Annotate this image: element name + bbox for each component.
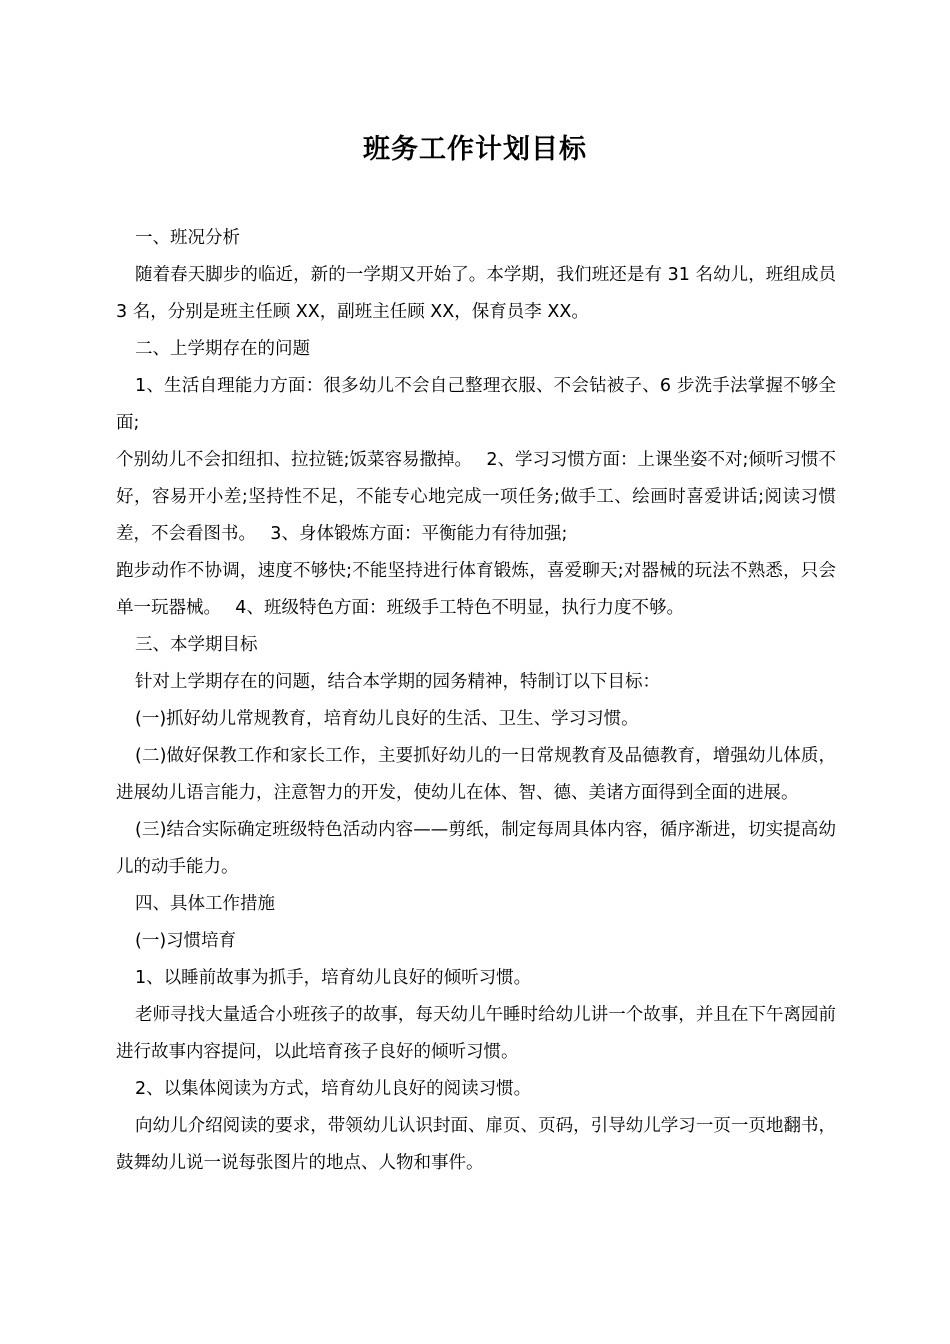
paragraph-measure-2-title: 2、以集体阅读为方式，培育幼儿良好的阅读习惯。 <box>135 1079 532 1099</box>
paragraph-measure-2-detail: 向幼儿介绍阅读的要求，带领幼儿认识封面、扉页、页码，引导幼儿学习一页一页地翻书，鼓舞幼儿说一说每张图片的地点、人物和事件。 <box>116 1116 836 1173</box>
section-heading-work-measures: 四、具体工作措施 <box>135 894 275 914</box>
paragraph-measure-1-detail: 老师寻找大量适合小班孩子的故事，每天幼儿午睡时给幼儿讲一个故事，并且在下午离园前进行故事内容提问，以此培育孩子良好的倾听习惯。 <box>116 1005 836 1062</box>
paragraph-measure-1-title: 1、以睡前故事为抓手，培育幼儿良好的倾听习惯。 <box>135 968 532 988</box>
paragraph-self-care-ability: 1、生活自理能力方面：很多幼儿不会自己整理衣服、不会钻被子、6 步洗手法掌握不够全面; <box>116 376 836 433</box>
paragraph-physical-exercise: 跑步动作不协调，速度不够快;不能坚持进行体育锻炼，喜爱聊天;对器械的玩法不熟悉，只会单一玩器械。 4、班级特色方面：班级手工特色不明显，执行力度不够。 <box>116 561 836 618</box>
document-title: 班务工作计划目标 <box>363 134 587 165</box>
paragraph-goal-3: (三)结合实际确定班级特色活动内容——剪纸，制定每周具体内容，循序渐进，切实提高幼儿的动手能力。 <box>116 820 836 877</box>
document-body <box>116 220 836 1182</box>
subheading-habit-cultivation: (一)习惯培育 <box>135 931 237 951</box>
section-heading-previous-problems: 二、上学期存在的问题 <box>135 339 310 359</box>
section-heading-class-analysis: 一、班况分析 <box>135 228 240 248</box>
paragraph-goals-intro: 针对上学期存在的问题，结合本学期的园务精神，特制订以下目标： <box>135 672 660 692</box>
section-heading-semester-goals: 三、本学期目标 <box>135 635 258 655</box>
paragraph-goal-1: (一)抓好幼儿常规教育，培育幼儿良好的生活、卫生、学习习惯。 <box>135 709 639 729</box>
paragraph-study-habits: 个别幼儿不会扣纽扣、拉拉链;饭菜容易撒掉。 2、学习习惯方面：上课坐姿不对;倾听习惯不好，容易开小差;坚持性不足，不能专心地完成一项任务;做手工、绘画时喜爱讲话;阅读习惯差，不会看图书。 3、身体锻炼方面：平衡能力有待加强; <box>116 450 836 544</box>
paragraph-class-overview: 随着春天脚步的临近，新的一学期又开始了。本学期，我们班还是有 31 名幼儿，班组成员 3 名，分别是班主任顾 XX，副班主任顾 XX，保育员李 XX。 <box>116 265 836 322</box>
paragraph-goal-2: (二)做好保教工作和家长工作，主要抓好幼儿的一日常规教育及品德教育，增强幼儿体质，进展幼儿语言能力，注意智力的开发，使幼儿在体、智、德、美诸方面得到全面的进展。 <box>116 746 836 803</box>
